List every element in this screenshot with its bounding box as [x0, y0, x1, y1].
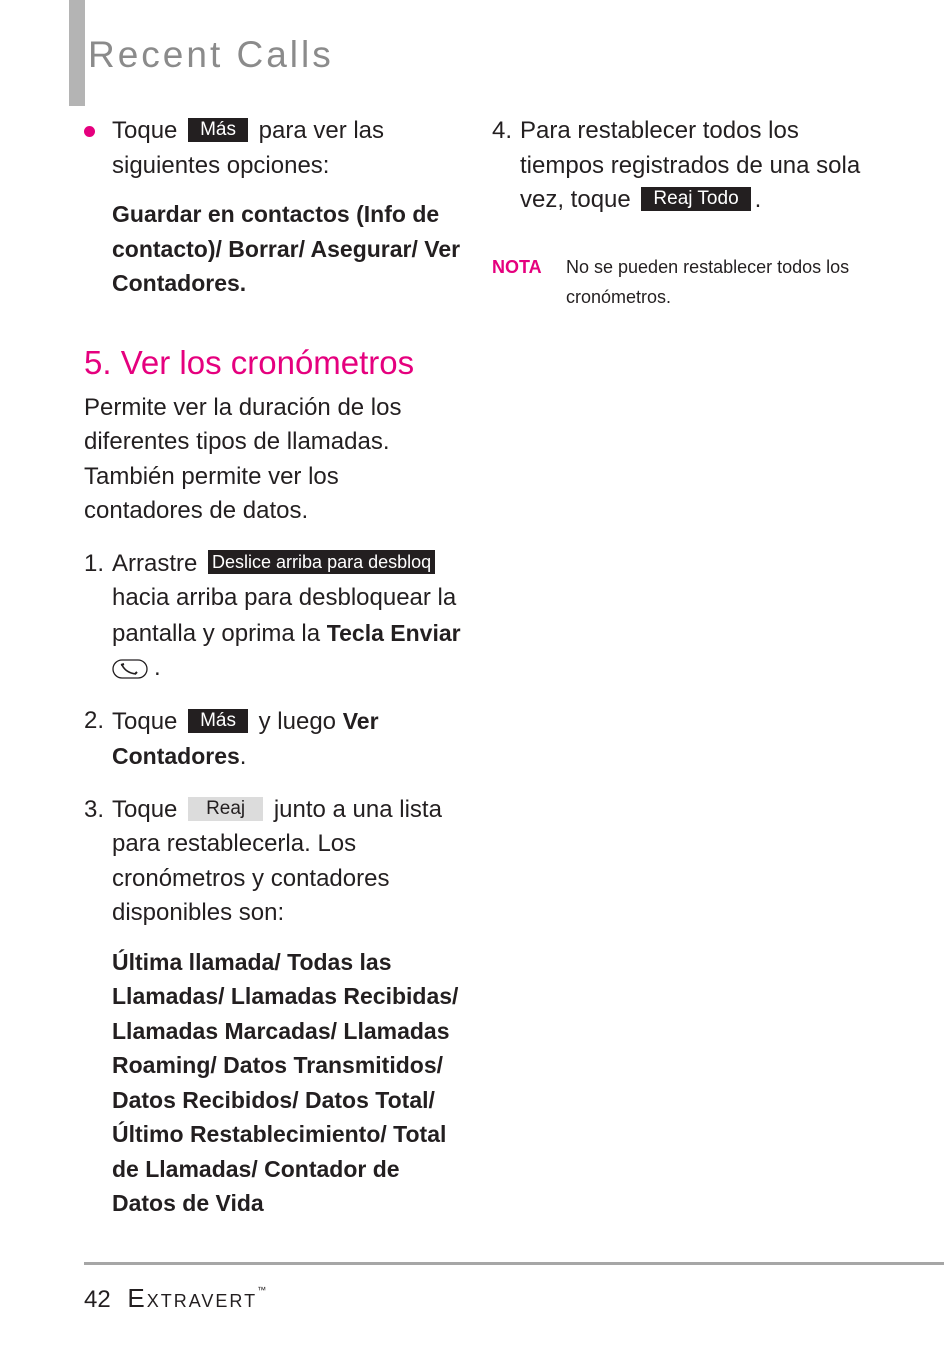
step-2: 2. Toque Más y luego Ver Contadores. [84, 706, 379, 770]
footer [84, 1283, 266, 1314]
section-intro: Permite ver la duración de los diferentes tipos de llamadas. También permite ver los contadores de datos. [84, 393, 402, 524]
note [492, 252, 872, 312]
page-title: Recent Calls [88, 34, 334, 75]
step-4: 4. Para restablecer todos los tiempos registrados de una sola vez, toque Reaj Todo . [492, 117, 861, 213]
section-heading: 5. Ver los cronómetros [84, 343, 415, 381]
send-key-icon [112, 657, 148, 681]
mas-key-label: Más [188, 118, 248, 142]
reaj-key-label: Reaj [188, 797, 263, 821]
right-column [492, 114, 872, 312]
brand-name: Extravert [127, 1283, 258, 1313]
left-column [84, 114, 464, 1221]
note-text: No se pueden restablecer todos los cronómetros. [566, 256, 850, 307]
step-3: 3. Toque Reaj junto a una lista para restablecerla. Los cronómetros y contadores disponibles son: [84, 795, 442, 926]
footer-divider [84, 1262, 944, 1265]
page-number: 42 [84, 1286, 111, 1313]
note-label: NOTA [492, 256, 542, 277]
title-bar-accent [69, 0, 85, 106]
step-1: 1. Arrastre Deslice arriba para desbloq hacia arriba para desbloquear la pantalla y oprima la Tecla Enviar . [84, 549, 461, 681]
bullet-icon [84, 126, 95, 137]
unlock-slider-label: Deslice arriba para desbloq [208, 550, 435, 574]
trademark: ™ [257, 1285, 267, 1295]
reaj-todo-key-label: Reaj Todo [641, 187, 750, 211]
options-list: Guardar en contactos (Info de contacto)/ Borrar/ Asegurar/ Ver Contadores. [112, 201, 461, 296]
mas-key-label: Más [188, 709, 248, 733]
options-bullet: Toque Más para ver las siguientes opciones: [84, 114, 464, 183]
counters-list: Última llamada/ Todas las Llamadas/ Llamadas Recibidas/ Llamadas Marcadas/ Llamadas Roaming/ Datos Transmitidos/ Datos Recibidos/ Datos Total/ Último Restablecimiento/ Total de Llamadas/ Contador de Datos de Vida [112, 948, 459, 1216]
